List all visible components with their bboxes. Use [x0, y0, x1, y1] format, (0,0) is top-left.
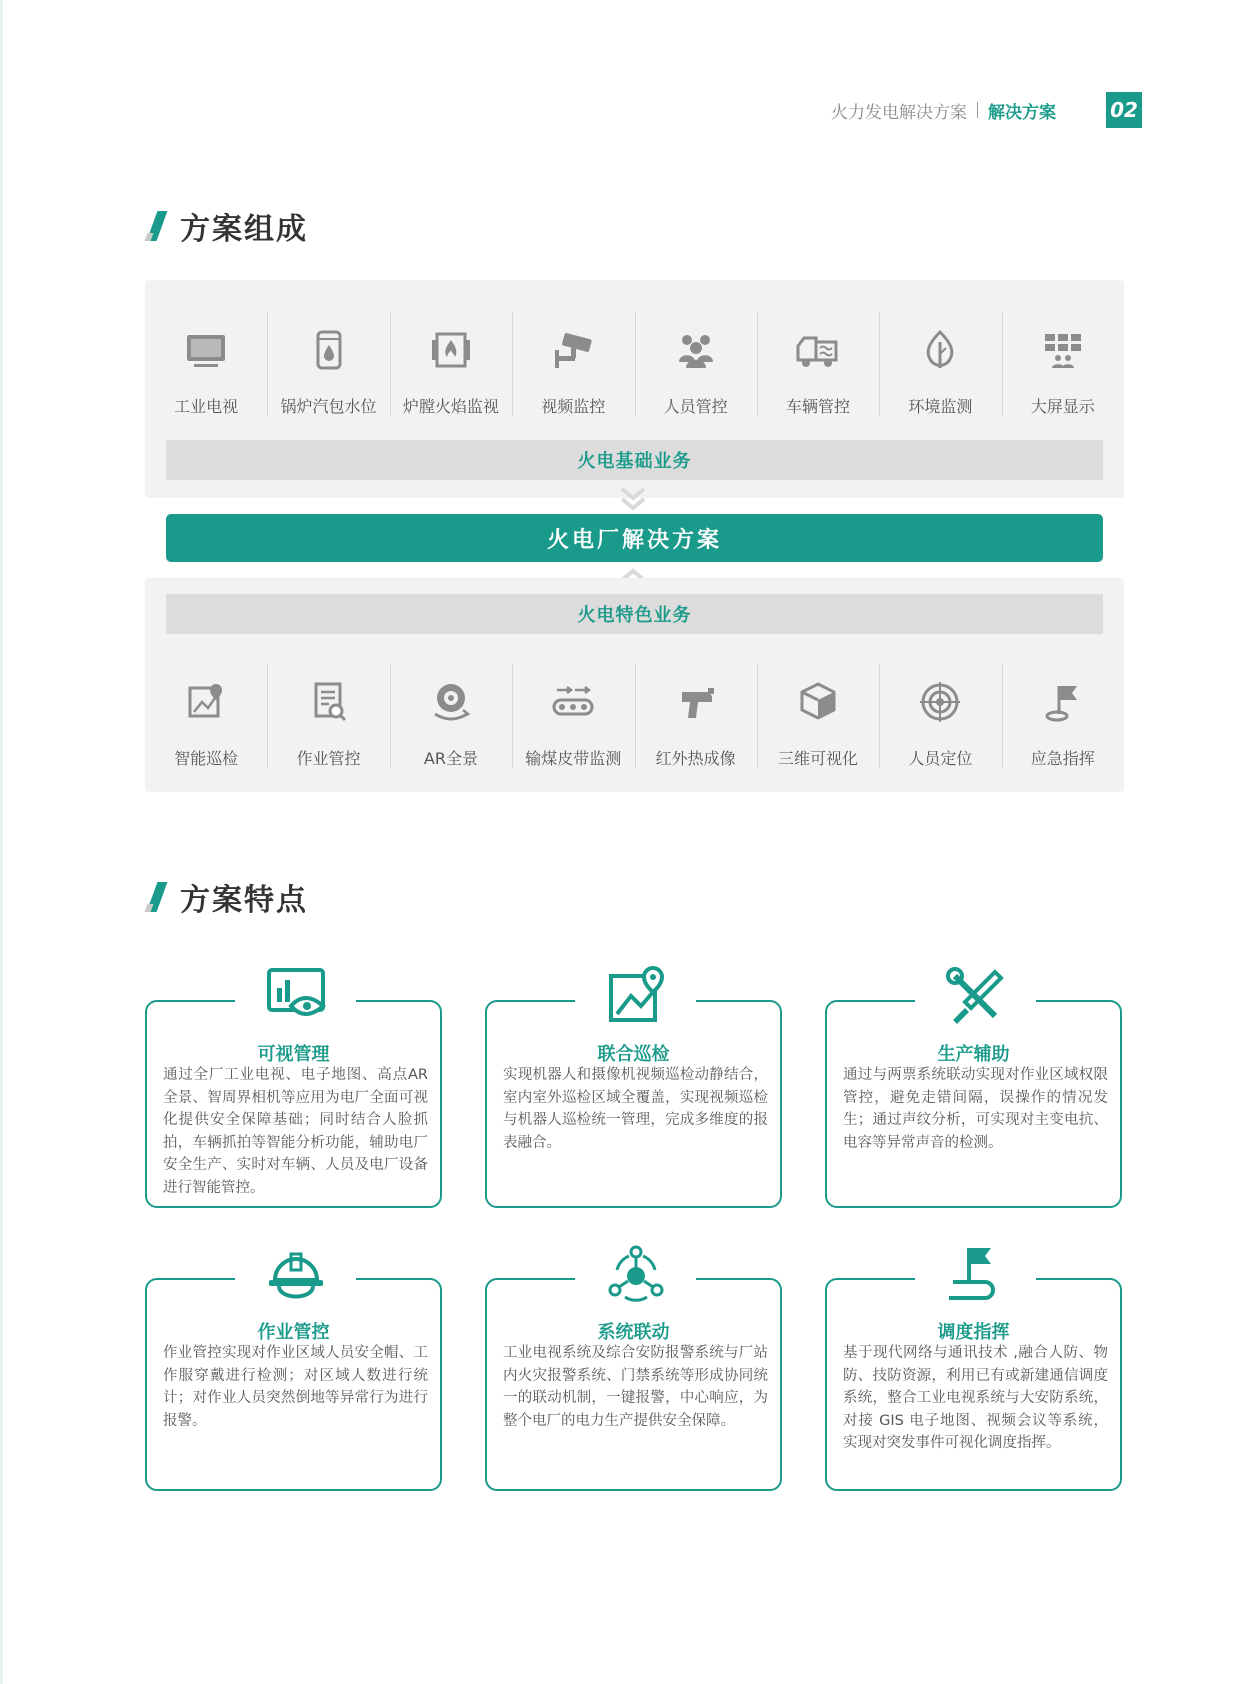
feature-body: 通过全厂工业电视、电子地图、高点AR 全景、智周界相机等应用为电厂全面可视化提供安全保障基础；同时结合人脸抓拍，车辆抓拍等智能分析功能，辅助电厂安全生产、实时对车辆、人员及电厂设备进行智能管控。 [163, 1067, 428, 1196]
header-section: 解决方案 [988, 102, 1056, 123]
feature-title: 生产辅助 [937, 1044, 1010, 1065]
ar-panorama-icon [427, 678, 475, 726]
title-slash-icon [148, 882, 166, 912]
special-item-positioning [879, 664, 1001, 774]
header-breadcrumb: 火力发电解决方案 [831, 102, 967, 123]
special-item-label: 作业管控 [296, 749, 361, 768]
header-divider [977, 102, 978, 118]
special-item-thermal [635, 664, 757, 774]
basic-item-vehicle [757, 312, 879, 422]
special-item-ar [390, 664, 512, 774]
feature-card-joint-inspection [485, 1000, 782, 1208]
target-icon [916, 678, 964, 726]
feature-title: 可视管理 [257, 1044, 330, 1065]
basic-item-video [512, 312, 634, 422]
basic-items-row [145, 312, 1124, 422]
furnace-flame-icon [427, 326, 475, 374]
basic-item-label: 炉膛火焰监视 [402, 397, 499, 416]
page-edge-strip [0, 0, 3, 1684]
dispatch-flag-icon [943, 1242, 1009, 1308]
basic-item-label: 人员管控 [663, 397, 728, 416]
map-pin-icon [182, 678, 230, 726]
flag-icon [1039, 678, 1087, 726]
title-slash-icon [148, 211, 166, 241]
basic-item-label: 环境监测 [908, 397, 973, 416]
map-route-icon [603, 964, 669, 1030]
people-icon [672, 326, 720, 374]
network-nodes-icon [603, 1242, 669, 1308]
special-item-conveyor [512, 664, 634, 774]
features-title-text: 方案特点 [180, 883, 308, 918]
basic-item-tv [145, 312, 267, 422]
thermal-camera-icon [672, 678, 720, 726]
special-business-panel [145, 578, 1124, 792]
monitor-icon [182, 326, 230, 374]
feature-body: 工业电视系统及综合安防报警系统与厂站内火灾报警系统、门禁系统等形成协同统一的联动机制，一键报警，中心响应，为整个电厂的电力生产提供安全保障。 [503, 1345, 768, 1429]
feature-title: 调度指挥 [937, 1322, 1010, 1343]
special-item-label: 人员定位 [908, 749, 973, 768]
page-number-badge: 02 [1106, 92, 1142, 128]
basic-item-water-level [267, 312, 389, 422]
special-item-label: AR全景 [423, 749, 478, 768]
special-business-label: 火电特色业务 [166, 594, 1103, 634]
composition-title-text: 方案组成 [180, 212, 308, 247]
basic-item-label: 锅炉汽包水位 [280, 397, 377, 416]
feature-body: 作业管控实现对作业区域人员安全帽、工作服穿戴进行检测；对区域人数进行统计；对作业人员突然倒地等异常行为进行报警。 [163, 1345, 428, 1429]
basic-item-label: 工业电视 [174, 397, 239, 416]
feature-body: 通过与两票系统联动实现对作业区域权限管控，避免走错间隔，误操作的情况发生；通过声纹分析，可实现对主变电抗、电容等异常声音的检测。 [843, 1067, 1108, 1151]
water-tank-icon [305, 326, 353, 374]
feature-card-visual [145, 1000, 442, 1208]
special-item-label: 应急指挥 [1030, 749, 1095, 768]
special-item-emergency [1002, 664, 1124, 774]
feature-title: 系统联动 [597, 1322, 670, 1343]
feature-body: 实现机器人和摄像机视频巡检动静结合，室内室外巡检区域全覆盖，实现视频巡检与机器人巡检统一管理，完成多维度的报表融合。 [503, 1067, 768, 1151]
page-header [831, 94, 1142, 126]
basic-item-label: 大屏显示 [1030, 397, 1095, 416]
feature-card-production-aid [825, 1000, 1122, 1208]
feature-body: 基于现代网络与通讯技术 ,融合人防、物防、技防资源，利用已有或新建通信调度系统，整合工业电视系统与大安防系统，对接 GIS 电子地图、视频会议等系统，实现对突发事件可视化调度指挥。 [843, 1345, 1108, 1451]
hard-hat-icon [263, 1242, 329, 1308]
checklist-icon [305, 678, 353, 726]
feature-card-work-control [145, 1278, 442, 1491]
special-item-label: 输煤皮带监测 [525, 749, 622, 768]
basic-item-people [635, 312, 757, 422]
truck-icon [794, 326, 842, 374]
basic-item-big-screen [1002, 312, 1124, 422]
basic-item-label: 车辆管控 [786, 397, 851, 416]
special-item-label: 三维可视化 [778, 749, 859, 768]
chevron-down-icon [618, 485, 648, 513]
basic-item-environment [879, 312, 1001, 422]
cube-icon [794, 678, 842, 726]
cctv-camera-icon [549, 326, 597, 374]
basic-item-furnace [390, 312, 512, 422]
features-section-title [148, 875, 308, 919]
leaf-icon [916, 326, 964, 374]
special-item-3d [757, 664, 879, 774]
feature-title: 联合巡检 [597, 1044, 670, 1065]
feature-card-dispatch [825, 1278, 1122, 1491]
visual-chart-eye-icon [263, 964, 329, 1030]
basic-business-panel [145, 280, 1124, 498]
special-item-label: 红外热成像 [655, 749, 736, 768]
basic-business-label: 火电基础业务 [166, 440, 1103, 480]
special-items-row [145, 664, 1124, 774]
feature-title: 作业管控 [257, 1322, 330, 1343]
solution-main-bar: 火电厂解决方案 [166, 514, 1103, 562]
video-wall-icon [1039, 326, 1087, 374]
basic-item-label: 视频监控 [541, 397, 606, 416]
composition-section-title [148, 204, 308, 248]
special-item-work-control [267, 664, 389, 774]
conveyor-belt-icon [549, 678, 597, 726]
feature-card-system-linkage [485, 1278, 782, 1491]
wrench-screwdriver-icon [943, 964, 1009, 1030]
special-item-inspection [145, 664, 267, 774]
special-item-label: 智能巡检 [174, 749, 239, 768]
